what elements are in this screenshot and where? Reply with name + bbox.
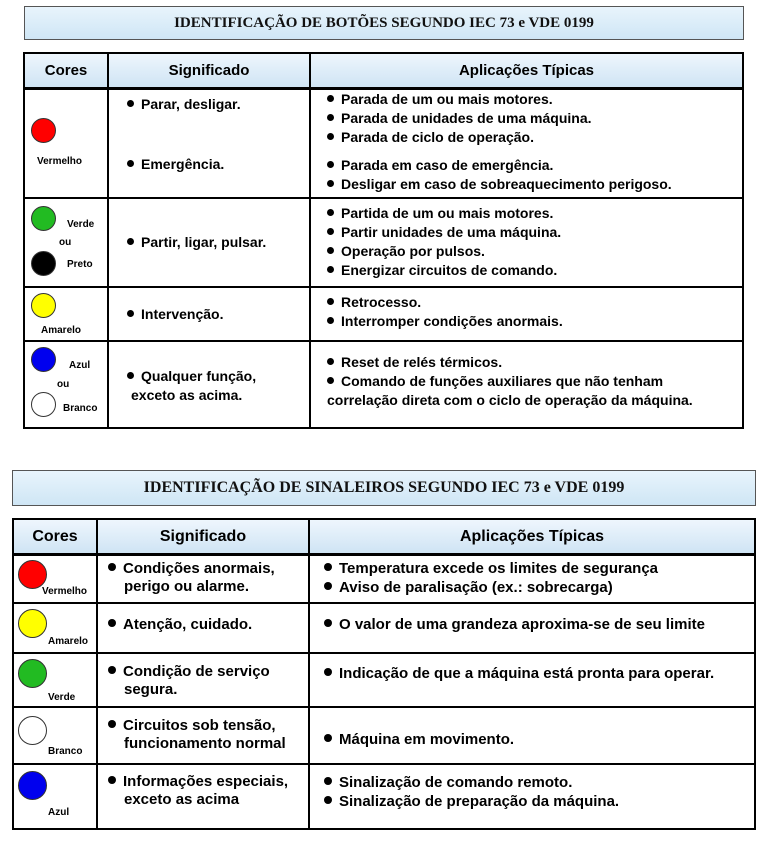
application-item: Reset de relés térmicos. bbox=[327, 354, 502, 371]
table-row bbox=[14, 556, 754, 604]
red-light-icon bbox=[31, 118, 56, 143]
application-item: Parada de um ou mais motores. bbox=[327, 91, 553, 108]
meaning-continuation: exceto as acima bbox=[124, 791, 240, 808]
meaning-item: Atenção, cuidado. bbox=[108, 615, 252, 634]
or-label: ou bbox=[59, 237, 72, 248]
table-row bbox=[14, 708, 754, 765]
meaning-continuation: segura. bbox=[124, 681, 178, 698]
table-row bbox=[14, 604, 754, 654]
meaning-continuation: funcionamento normal bbox=[124, 735, 286, 752]
meaning-item: Condições anormais, bbox=[108, 559, 275, 578]
application-continuation: correlação direta com o ciclo de operação da máquina. bbox=[327, 392, 693, 408]
application-item: Parada em caso de emergência. bbox=[327, 157, 553, 174]
meaning-item: Qualquer função, bbox=[127, 368, 256, 385]
color-label: Verde bbox=[67, 219, 95, 230]
color-label: Preto bbox=[67, 259, 93, 270]
application-item: Interromper condições anormais. bbox=[327, 313, 563, 330]
application-item: Desligar em caso de sobreaquecimento perigoso. bbox=[327, 176, 672, 193]
red-light-icon bbox=[18, 560, 47, 589]
header-cores: Cores bbox=[44, 62, 88, 79]
header-significado: Significado bbox=[107, 54, 309, 87]
application-item: Temperatura excede os limites de segurança bbox=[324, 559, 658, 578]
or-label: ou bbox=[57, 379, 70, 390]
color-label: Amarelo bbox=[48, 636, 89, 647]
meaning-continuation: exceto as acima. bbox=[131, 387, 243, 403]
buttons-table-title: IDENTIFICAÇÃO DE BOTÕES SEGUNDO IEC 73 e VDE 0199 bbox=[24, 6, 744, 40]
header-significado: Significado bbox=[96, 520, 308, 553]
buttons-table bbox=[23, 52, 744, 429]
application-item: Aviso de paralisação (ex.: sobrecarga) bbox=[324, 578, 613, 597]
application-item: Comando de funções auxiliares que não tenham bbox=[327, 373, 663, 390]
white-light-icon bbox=[18, 716, 47, 745]
color-label: Vermelho bbox=[42, 586, 88, 597]
color-label: Vermelho bbox=[37, 156, 83, 167]
table-row bbox=[25, 90, 742, 199]
application-item: Retrocesso. bbox=[327, 294, 421, 311]
application-item: Máquina em movimento. bbox=[324, 730, 514, 749]
meaning-item: Informações especiais, bbox=[108, 772, 288, 791]
color-label: Amarelo bbox=[41, 325, 82, 336]
black-light-icon bbox=[31, 251, 56, 276]
table-row bbox=[14, 765, 754, 828]
application-item: Partir unidades de uma máquina. bbox=[327, 224, 561, 241]
application-item: Energizar circuitos de comando. bbox=[327, 262, 557, 279]
application-item: Parada de unidades de uma máquina. bbox=[327, 110, 592, 127]
meaning-item: Parar, desligar. bbox=[127, 96, 241, 113]
signals-table-header bbox=[14, 520, 754, 556]
color-label: Azul bbox=[69, 360, 91, 371]
meaning-item: Intervenção. bbox=[127, 306, 223, 323]
application-item: Operação por pulsos. bbox=[327, 243, 485, 260]
buttons-table-header bbox=[25, 54, 742, 90]
color-label: Azul bbox=[48, 807, 70, 818]
meaning-item: Circuitos sob tensão, bbox=[108, 716, 276, 735]
header-aplicacoes: Aplicações Típicas bbox=[309, 54, 742, 87]
meaning-item: Emergência. bbox=[127, 156, 224, 173]
application-item: Indicação de que a máquina está pronta para operar. bbox=[324, 664, 714, 683]
signals-table-title: IDENTIFICAÇÃO DE SINALEIROS SEGUNDO IEC 73 e VDE 0199 bbox=[12, 470, 756, 506]
color-label: Branco bbox=[48, 746, 83, 757]
green-light-icon bbox=[31, 206, 56, 231]
application-item: O valor de uma grandeza aproxima-se de seu limite bbox=[324, 615, 705, 634]
application-item: Parada de ciclo de operação. bbox=[327, 129, 534, 146]
yellow-light-icon bbox=[31, 293, 56, 318]
yellow-light-icon bbox=[18, 609, 47, 638]
green-light-icon bbox=[18, 659, 47, 688]
header-cores: Cores bbox=[32, 527, 78, 545]
blue-light-icon bbox=[18, 771, 47, 800]
color-label: Branco bbox=[63, 403, 98, 414]
table-row bbox=[14, 654, 754, 708]
table-row bbox=[25, 199, 742, 288]
header-aplicacoes: Aplicações Típicas bbox=[308, 520, 754, 553]
meaning-item: Condição de serviço bbox=[108, 662, 270, 681]
application-item: Partida de um ou mais motores. bbox=[327, 205, 553, 222]
meaning-item: Partir, ligar, pulsar. bbox=[127, 234, 266, 251]
blue-light-icon bbox=[31, 347, 56, 372]
white-light-icon bbox=[31, 392, 56, 417]
table-row bbox=[25, 342, 742, 427]
meaning-continuation: perigo ou alarme. bbox=[124, 578, 250, 595]
application-item: Sinalização de preparação da máquina. bbox=[324, 792, 619, 811]
application-item: Sinalização de comando remoto. bbox=[324, 773, 572, 792]
color-label: Verde bbox=[48, 692, 76, 703]
signals-table bbox=[12, 518, 756, 830]
table-row bbox=[25, 288, 742, 342]
